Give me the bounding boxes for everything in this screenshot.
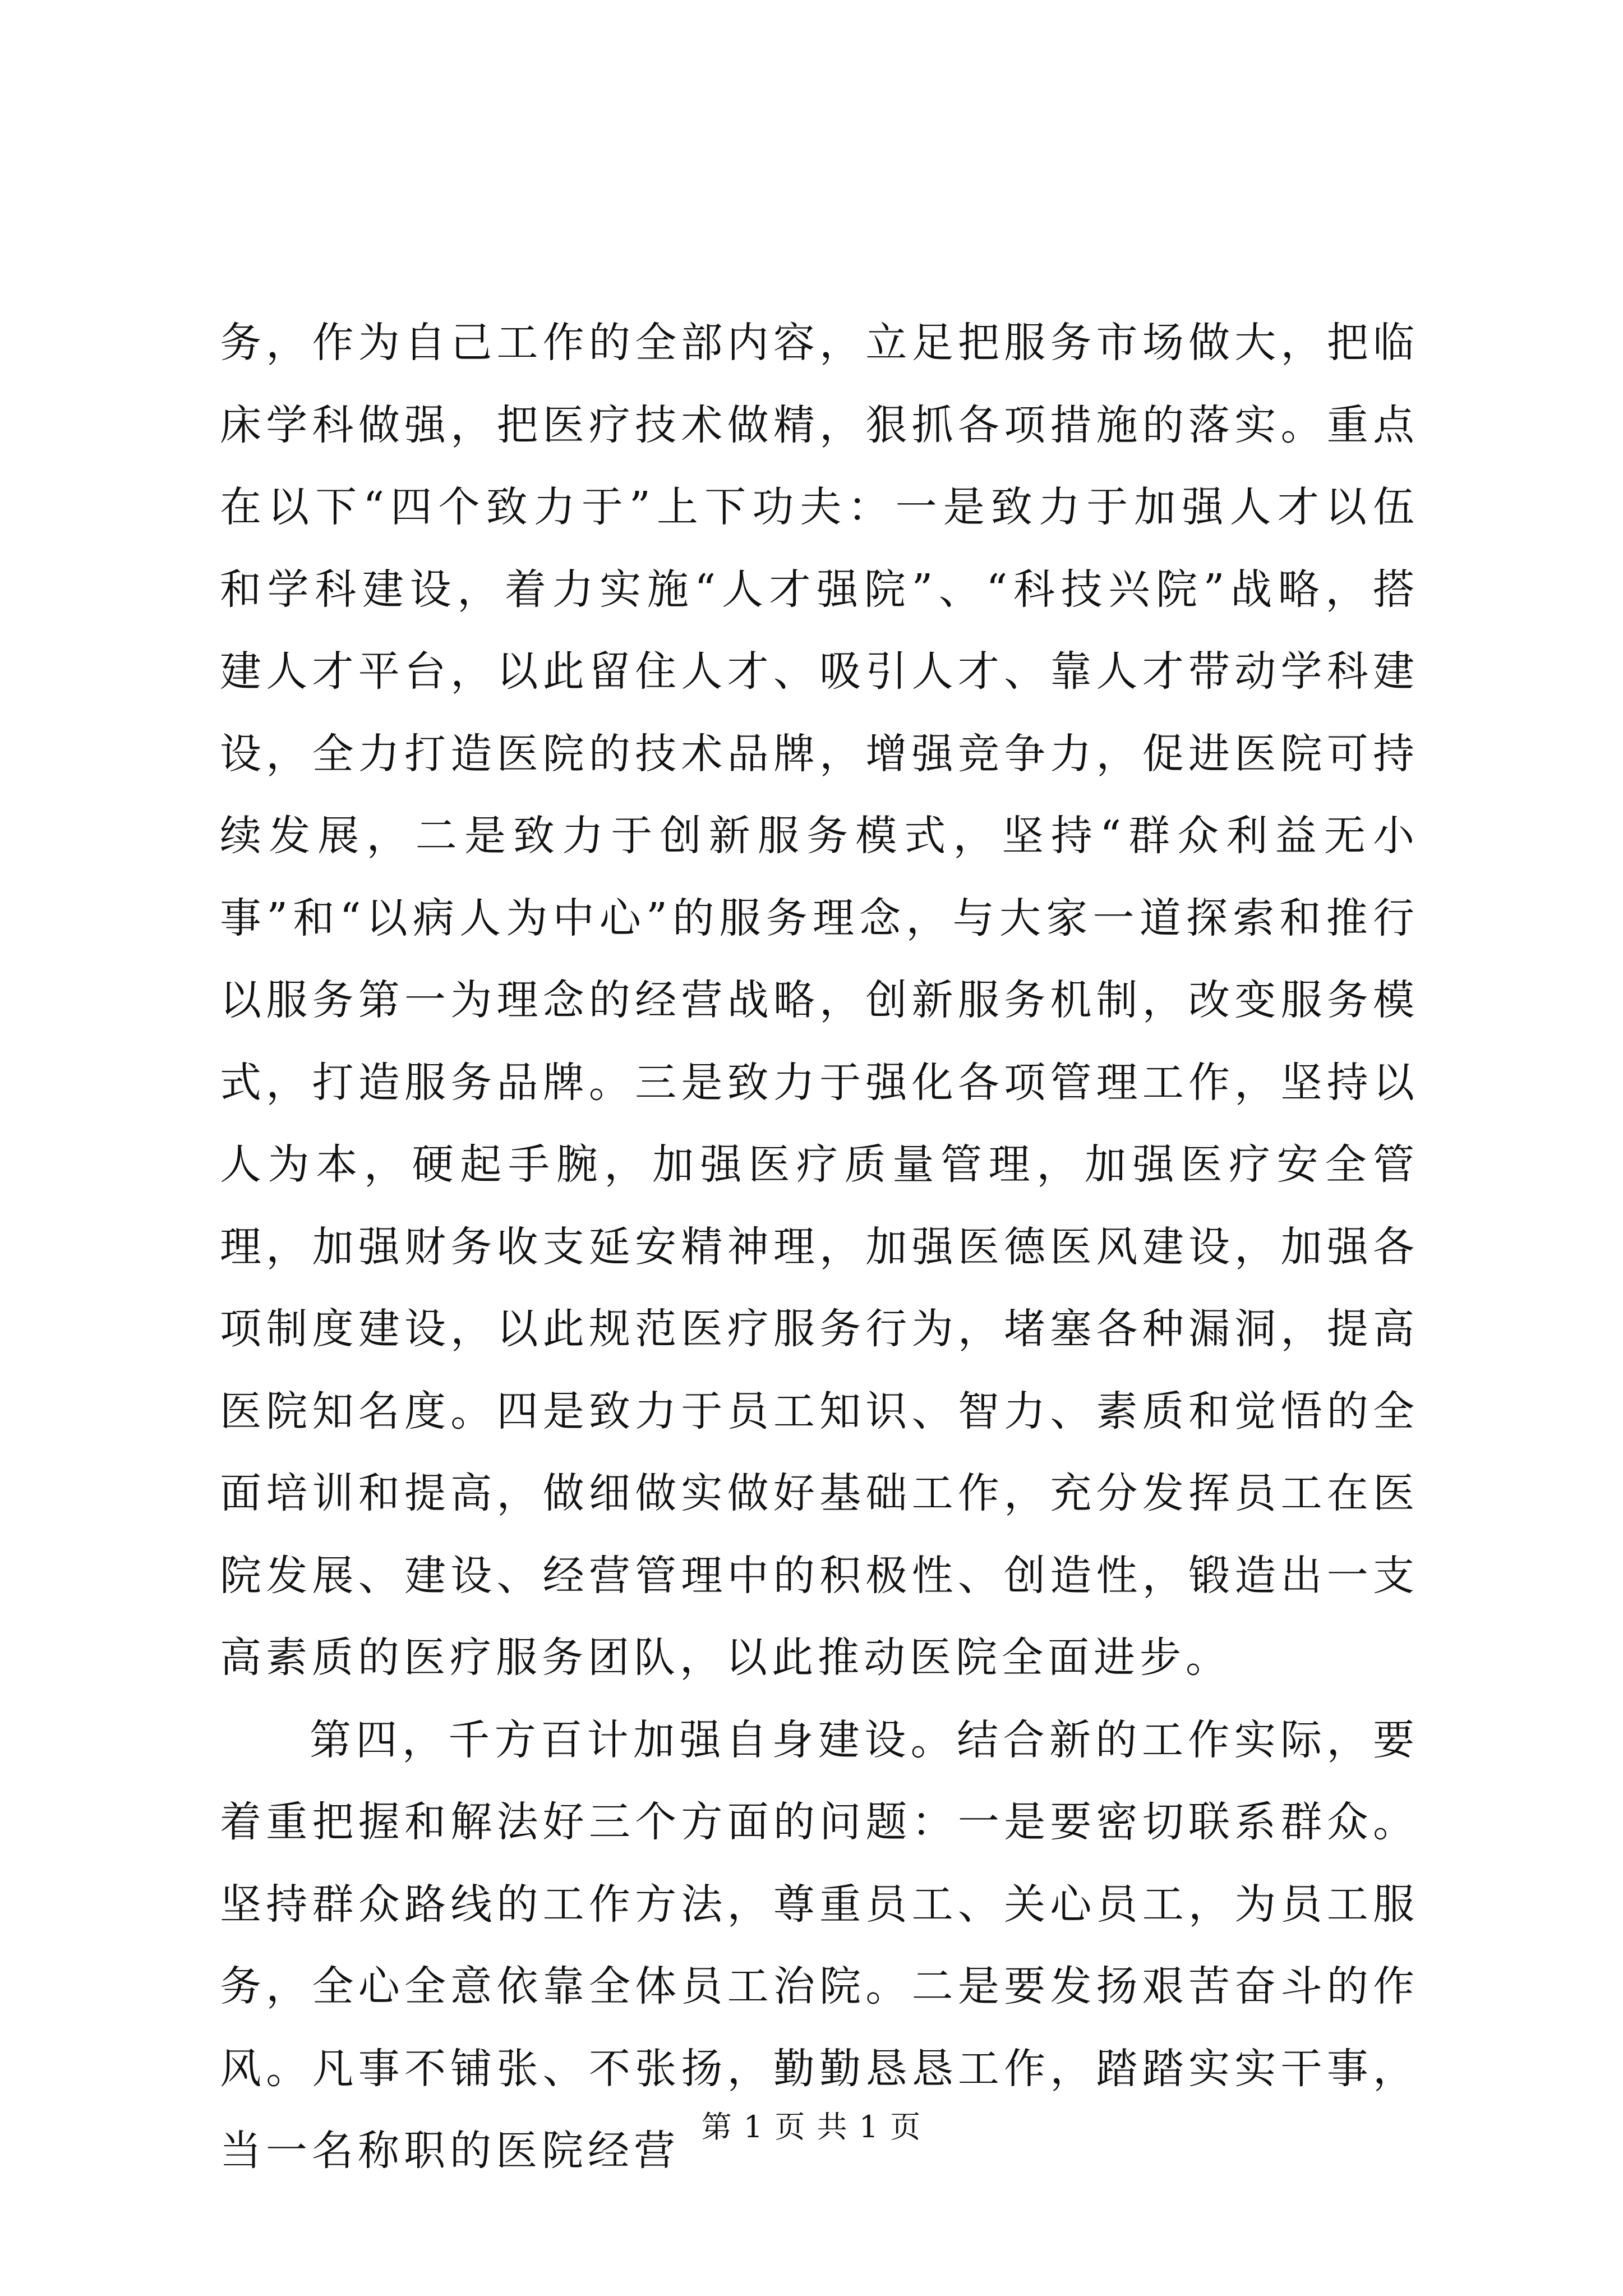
paragraph-2: 第四，千方百计加强自身建设。结合新的工作实际，要着重把握和解法好三个方面的问题：一是要密切联系群众。坚持群众路线的工作方法，尊重员工、关心员工，为员工服务，全心全意依靠全体员工治院。二是要发扬艰苦奋斗的作风。凡事不铺张、不张扬，勤勤恳恳工作，踏踏实实干事，当一名称职的医院经营 (220, 1715, 1419, 2175)
document-body (220, 302, 1419, 2192)
paragraph-1: 务，作为自己工作的全部内容，立足把服务市场做大，把临床学科做强，把医疗技术做精，狠抓各项措施的落实。重点在以下“四个致力于”上下功夫：一是致力于加强人才以伍和学科建设，着力实施“人才强院”、“科技兴院”战略，搭建人才平台，以此留住人才、吸引人才、靠人才带动学科建设，全力打造医院的技术品牌，增强竞争力，促进医院可持续发展，二是致力于创新服务模式，坚持“群众利益无小事”和“以病人为中心”的服务理念，与大家一道探索和推行以服务第一为理念的经营战略，创新服务机制，改变服务模式，打造服务品牌。三是致力于强化各项管理工作，坚持以人为本，硬起手腕，加强医疗质量管理，加强医疗安全管理，加强财务收支延安精神理，加强医德医风建设，加强各项制度建设，以此规范医疗服务行为，堵塞各种漏洞，提高医院知名度。四是致力于员工知识、智力、素质和觉悟的全面培训和提高，做细做实做好基础工作，充分发挥员工在医院发展、建设、经营管理中的积极性、创造性，锻造出一支高素质的医疗服务团队，以此推动医院全面进步。 (220, 319, 1419, 1682)
page-footer: 第 1 页 共 1 页 (701, 2109, 922, 2145)
